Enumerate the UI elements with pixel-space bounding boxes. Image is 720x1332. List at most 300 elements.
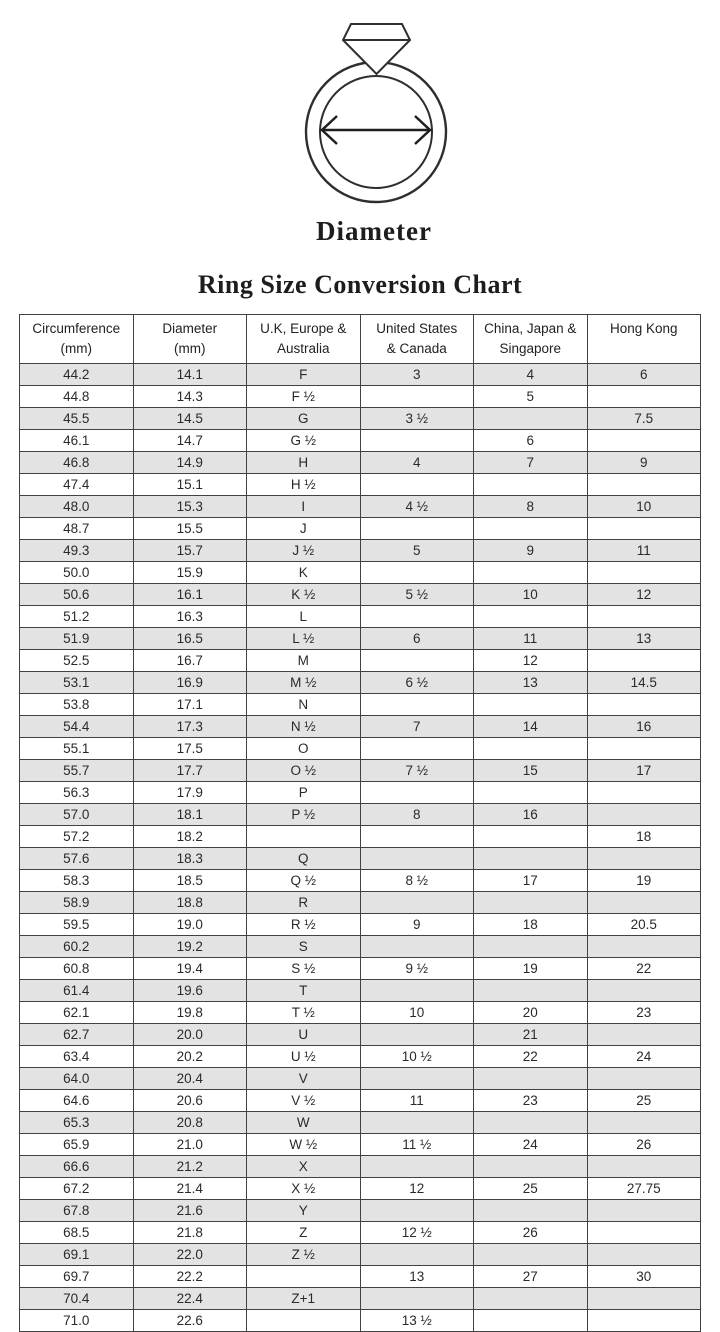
table-cell: 9 xyxy=(474,540,588,562)
table-row xyxy=(20,1310,701,1332)
table-cell: 69.7 xyxy=(20,1266,134,1288)
table-cell xyxy=(360,782,474,804)
table-row xyxy=(20,1134,701,1156)
table-cell: 67.8 xyxy=(20,1200,134,1222)
table-cell: 14.9 xyxy=(133,452,247,474)
table-cell xyxy=(587,1068,701,1090)
table-cell: R ½ xyxy=(247,914,361,936)
table-cell: 7 xyxy=(474,452,588,474)
table-cell: 12 xyxy=(474,650,588,672)
diameter-arrow-icon xyxy=(322,116,430,144)
ring-band-icon xyxy=(306,62,446,202)
table-cell xyxy=(474,1244,588,1266)
table-cell: 69.1 xyxy=(20,1244,134,1266)
table-row xyxy=(20,452,701,474)
table-cell: 22 xyxy=(587,958,701,980)
header-line: Singapore xyxy=(499,340,562,356)
table-cell: Z+1 xyxy=(247,1288,361,1310)
table-cell: T ½ xyxy=(247,1002,361,1024)
table-row xyxy=(20,870,701,892)
table-cell: Q xyxy=(247,848,361,870)
table-cell: Z xyxy=(247,1222,361,1244)
table-cell: 51.9 xyxy=(20,628,134,650)
table-cell: 59.5 xyxy=(20,914,134,936)
table-cell: 12 xyxy=(360,1178,474,1200)
table-cell: 16.5 xyxy=(133,628,247,650)
table-row xyxy=(20,782,701,804)
table-row xyxy=(20,980,701,1002)
table-cell: 62.1 xyxy=(20,1002,134,1024)
table-cell: L xyxy=(247,606,361,628)
table-cell: 50.0 xyxy=(20,562,134,584)
table-cell: 68.5 xyxy=(20,1222,134,1244)
table-cell: 12 ½ xyxy=(360,1222,474,1244)
table-cell: 11 ½ xyxy=(360,1134,474,1156)
table-cell: 17.9 xyxy=(133,782,247,804)
table-row xyxy=(20,562,701,584)
table-row xyxy=(20,496,701,518)
table-cell xyxy=(474,562,588,584)
table-cell: K xyxy=(247,562,361,584)
table-cell: 48.7 xyxy=(20,518,134,540)
table-cell xyxy=(587,892,701,914)
header-line: United States xyxy=(376,321,458,336)
header-us-canada xyxy=(360,315,474,364)
table-cell: 16.3 xyxy=(133,606,247,628)
table-cell: 27 xyxy=(474,1266,588,1288)
table-cell: 26 xyxy=(587,1134,701,1156)
table-cell xyxy=(587,518,701,540)
table-row xyxy=(20,914,701,936)
table-cell: 13 ½ xyxy=(360,1310,474,1332)
table-cell: 9 xyxy=(360,914,474,936)
ring-figure xyxy=(0,0,720,212)
table-cell: 20.5 xyxy=(587,914,701,936)
table-cell xyxy=(360,518,474,540)
table-cell xyxy=(360,1244,474,1266)
table-cell xyxy=(587,936,701,958)
table-cell: 20.2 xyxy=(133,1046,247,1068)
table-cell xyxy=(474,606,588,628)
table-cell: 17.5 xyxy=(133,738,247,760)
table-cell xyxy=(474,408,588,430)
table-cell: 10 xyxy=(474,584,588,606)
table-cell: O xyxy=(247,738,361,760)
table-row xyxy=(20,716,701,738)
table-cell: 18.2 xyxy=(133,826,247,848)
table-cell xyxy=(360,936,474,958)
table-cell: S ½ xyxy=(247,958,361,980)
table-cell: 22.0 xyxy=(133,1244,247,1266)
table-row xyxy=(20,606,701,628)
table-row xyxy=(20,1024,701,1046)
table-row xyxy=(20,1090,701,1112)
table-cell: 50.6 xyxy=(20,584,134,606)
table-cell: 16 xyxy=(474,804,588,826)
table-cell: U ½ xyxy=(247,1046,361,1068)
table-cell: P xyxy=(247,782,361,804)
table-cell: 58.3 xyxy=(20,870,134,892)
table-cell: 18 xyxy=(587,826,701,848)
table-cell: 64.6 xyxy=(20,1090,134,1112)
table-cell xyxy=(360,892,474,914)
table-cell: 22.4 xyxy=(133,1288,247,1310)
header-circumference xyxy=(20,315,134,364)
table-cell: X ½ xyxy=(247,1178,361,1200)
table-cell: 62.7 xyxy=(20,1024,134,1046)
table-cell xyxy=(360,1068,474,1090)
table-cell: J xyxy=(247,518,361,540)
table-row xyxy=(20,672,701,694)
table-cell: U xyxy=(247,1024,361,1046)
header-line: U.K, Europe & xyxy=(260,321,347,336)
table-cell: 44.2 xyxy=(20,364,134,386)
table-cell: 19 xyxy=(474,958,588,980)
table-cell: 14.5 xyxy=(133,408,247,430)
table-cell: 14.1 xyxy=(133,364,247,386)
table-cell: 10 ½ xyxy=(360,1046,474,1068)
table-cell: 21.0 xyxy=(133,1134,247,1156)
ring-size-table xyxy=(19,314,701,1332)
table-cell: F ½ xyxy=(247,386,361,408)
table-cell: 57.2 xyxy=(20,826,134,848)
table-cell: 56.3 xyxy=(20,782,134,804)
table-cell: 30 xyxy=(587,1266,701,1288)
table-cell: T xyxy=(247,980,361,1002)
table-cell: 21 xyxy=(474,1024,588,1046)
table-cell xyxy=(474,1200,588,1222)
table-cell: H ½ xyxy=(247,474,361,496)
table-cell: 19.4 xyxy=(133,958,247,980)
table-cell: 16 xyxy=(587,716,701,738)
table-cell xyxy=(360,848,474,870)
table-cell: 5 ½ xyxy=(360,584,474,606)
table-cell: 21.4 xyxy=(133,1178,247,1200)
header-line: Circumference xyxy=(32,321,121,336)
table-cell: 49.3 xyxy=(20,540,134,562)
table-cell: R xyxy=(247,892,361,914)
table-cell: 61.4 xyxy=(20,980,134,1002)
table-cell: F xyxy=(247,364,361,386)
table-cell xyxy=(360,650,474,672)
table-cell xyxy=(474,694,588,716)
table-cell: 6 xyxy=(587,364,701,386)
table-cell xyxy=(587,848,701,870)
table-cell: 13 xyxy=(474,672,588,694)
table-cell xyxy=(360,694,474,716)
table-row xyxy=(20,1178,701,1200)
table-cell: 18.3 xyxy=(133,848,247,870)
table-cell: 14.5 xyxy=(587,672,701,694)
table-cell: 18.1 xyxy=(133,804,247,826)
table-cell: 14 xyxy=(474,716,588,738)
table-cell: 19.2 xyxy=(133,936,247,958)
table-row xyxy=(20,694,701,716)
table-cell: 16.1 xyxy=(133,584,247,606)
table-row xyxy=(20,364,701,386)
table-cell: 17.3 xyxy=(133,716,247,738)
table-cell: 3 ½ xyxy=(360,408,474,430)
table-row xyxy=(20,584,701,606)
table-cell: 13 xyxy=(360,1266,474,1288)
header-hong-kong xyxy=(587,315,701,364)
table-cell xyxy=(587,1222,701,1244)
table-row xyxy=(20,474,701,496)
table-cell: 51.2 xyxy=(20,606,134,628)
header-line: Australia xyxy=(276,340,330,356)
table-row xyxy=(20,408,701,430)
table-cell: 25 xyxy=(474,1178,588,1200)
table-row xyxy=(20,650,701,672)
table-cell: 54.4 xyxy=(20,716,134,738)
table-cell: 11 xyxy=(587,540,701,562)
table-cell: 55.7 xyxy=(20,760,134,782)
table-cell: X xyxy=(247,1156,361,1178)
table-cell: 60.8 xyxy=(20,958,134,980)
table-cell xyxy=(474,936,588,958)
table-cell xyxy=(360,606,474,628)
table-cell: N ½ xyxy=(247,716,361,738)
table-cell: 65.3 xyxy=(20,1112,134,1134)
table-row xyxy=(20,430,701,452)
table-cell: 20 xyxy=(474,1002,588,1024)
table-cell: 19 xyxy=(587,870,701,892)
table-cell xyxy=(247,1310,361,1332)
table-cell: 47.4 xyxy=(20,474,134,496)
table-cell: J ½ xyxy=(247,540,361,562)
table-cell: Q ½ xyxy=(247,870,361,892)
table-cell xyxy=(587,1156,701,1178)
header-line: (mm) xyxy=(60,340,92,356)
table-cell: 15.7 xyxy=(133,540,247,562)
table-cell: I xyxy=(247,496,361,518)
table-cell: 20.0 xyxy=(133,1024,247,1046)
table-cell: 52.5 xyxy=(20,650,134,672)
table-cell xyxy=(587,474,701,496)
table-cell xyxy=(474,892,588,914)
table-cell: 23 xyxy=(587,1002,701,1024)
table-cell xyxy=(474,474,588,496)
table-row xyxy=(20,804,701,826)
table-cell xyxy=(360,1156,474,1178)
table-cell: W xyxy=(247,1112,361,1134)
table-row xyxy=(20,1266,701,1288)
table-cell xyxy=(587,694,701,716)
table-cell: 22.6 xyxy=(133,1310,247,1332)
table-cell: V xyxy=(247,1068,361,1090)
table-cell xyxy=(474,1310,588,1332)
table-cell: 10 xyxy=(360,1002,474,1024)
table-cell: 64.0 xyxy=(20,1068,134,1090)
table-cell: 53.1 xyxy=(20,672,134,694)
table-cell xyxy=(587,782,701,804)
table-cell: 5 xyxy=(474,386,588,408)
table-cell: P ½ xyxy=(247,804,361,826)
table-row xyxy=(20,826,701,848)
table-row xyxy=(20,1288,701,1310)
table-row xyxy=(20,518,701,540)
header-line: & Canada xyxy=(386,340,447,356)
table-cell: 46.8 xyxy=(20,452,134,474)
table-cell xyxy=(587,1288,701,1310)
table-cell: 14.7 xyxy=(133,430,247,452)
table-cell xyxy=(587,1244,701,1266)
table-cell: G xyxy=(247,408,361,430)
table-row xyxy=(20,1244,701,1266)
table-cell: 19.6 xyxy=(133,980,247,1002)
table-cell: 26 xyxy=(474,1222,588,1244)
table-cell: 19.8 xyxy=(133,1002,247,1024)
table-cell: 24 xyxy=(474,1134,588,1156)
table-cell: 18.8 xyxy=(133,892,247,914)
table-cell xyxy=(587,650,701,672)
table-cell: 19.0 xyxy=(133,914,247,936)
header-line: Diameter xyxy=(162,321,218,336)
table-cell xyxy=(360,738,474,760)
table-cell xyxy=(474,826,588,848)
table-cell: G ½ xyxy=(247,430,361,452)
table-cell: 27.75 xyxy=(587,1178,701,1200)
table-row xyxy=(20,738,701,760)
ring-diameter-illustration xyxy=(291,12,461,212)
table-row xyxy=(20,892,701,914)
table-cell: 14.3 xyxy=(133,386,247,408)
table-cell: M xyxy=(247,650,361,672)
table-cell xyxy=(360,1200,474,1222)
table-cell xyxy=(474,1068,588,1090)
table-cell xyxy=(587,1200,701,1222)
table-cell: 57.6 xyxy=(20,848,134,870)
table-cell: W ½ xyxy=(247,1134,361,1156)
table-cell: 6 xyxy=(360,628,474,650)
table-cell: 48.0 xyxy=(20,496,134,518)
table-cell: Z ½ xyxy=(247,1244,361,1266)
table-cell: 20.8 xyxy=(133,1112,247,1134)
table-cell: 46.1 xyxy=(20,430,134,452)
table-cell: 4 ½ xyxy=(360,496,474,518)
table-cell: 20.6 xyxy=(133,1090,247,1112)
table-cell: 7.5 xyxy=(587,408,701,430)
table-cell: V ½ xyxy=(247,1090,361,1112)
table-cell: 15 xyxy=(474,760,588,782)
table-cell xyxy=(587,1310,701,1332)
table-cell: 22 xyxy=(474,1046,588,1068)
table-cell: 17 xyxy=(474,870,588,892)
table-cell xyxy=(587,386,701,408)
table-cell: 57.0 xyxy=(20,804,134,826)
table-row xyxy=(20,936,701,958)
table-cell: 55.1 xyxy=(20,738,134,760)
page-title: Ring Size Conversion Chart xyxy=(197,270,523,299)
table-cell: 11 xyxy=(360,1090,474,1112)
table-header xyxy=(20,315,701,364)
table-row xyxy=(20,1156,701,1178)
table-cell: 16.9 xyxy=(133,672,247,694)
table-cell: 6 ½ xyxy=(360,672,474,694)
table-cell: O ½ xyxy=(247,760,361,782)
header-china-japan-singapore xyxy=(474,315,588,364)
table-cell: 70.4 xyxy=(20,1288,134,1310)
table-cell xyxy=(247,826,361,848)
table-cell xyxy=(360,474,474,496)
table-cell xyxy=(360,1112,474,1134)
table-cell xyxy=(474,1112,588,1134)
table-cell: 15.9 xyxy=(133,562,247,584)
table-cell xyxy=(587,1024,701,1046)
table-cell: H xyxy=(247,452,361,474)
table-cell: 44.8 xyxy=(20,386,134,408)
table-row xyxy=(20,1222,701,1244)
table-cell xyxy=(360,980,474,1002)
table-cell: 58.9 xyxy=(20,892,134,914)
table-cell xyxy=(587,804,701,826)
header-line: (mm) xyxy=(174,340,206,356)
table-cell xyxy=(587,980,701,1002)
table-cell xyxy=(474,518,588,540)
table-row xyxy=(20,1002,701,1024)
table-body xyxy=(20,364,701,1332)
header-line: Hong Kong xyxy=(609,321,678,336)
table-cell xyxy=(360,562,474,584)
table-cell: 21.8 xyxy=(133,1222,247,1244)
table-cell: 8 xyxy=(360,804,474,826)
table-cell xyxy=(587,606,701,628)
table-row xyxy=(20,386,701,408)
table-cell xyxy=(247,1266,361,1288)
table-cell: 17 xyxy=(587,760,701,782)
table-cell: 7 ½ xyxy=(360,760,474,782)
table-row xyxy=(20,1046,701,1068)
table-cell: 4 xyxy=(474,364,588,386)
table-row xyxy=(20,760,701,782)
table-cell: 71.0 xyxy=(20,1310,134,1332)
table-cell: 15.1 xyxy=(133,474,247,496)
table-row xyxy=(20,1200,701,1222)
table-cell: 23 xyxy=(474,1090,588,1112)
table-cell xyxy=(474,1156,588,1178)
table-cell: 24 xyxy=(587,1046,701,1068)
table-cell: 18.5 xyxy=(133,870,247,892)
diameter-label: Diameter xyxy=(316,216,432,246)
table-cell: 22.2 xyxy=(133,1266,247,1288)
table-cell: M ½ xyxy=(247,672,361,694)
table-cell xyxy=(360,826,474,848)
table-cell: 60.2 xyxy=(20,936,134,958)
table-row xyxy=(20,1068,701,1090)
table-row xyxy=(20,848,701,870)
table-header-row xyxy=(20,315,701,364)
table-cell: 5 xyxy=(360,540,474,562)
header-line: China, Japan & xyxy=(484,321,577,336)
table-cell xyxy=(360,386,474,408)
table-row xyxy=(20,958,701,980)
table-cell: 20.4 xyxy=(133,1068,247,1090)
table-cell: 12 xyxy=(587,584,701,606)
table-cell: 9 xyxy=(587,452,701,474)
table-cell xyxy=(474,848,588,870)
table-cell: 65.9 xyxy=(20,1134,134,1156)
table-cell: 67.2 xyxy=(20,1178,134,1200)
table-cell: 10 xyxy=(587,496,701,518)
table-cell xyxy=(474,980,588,1002)
table-cell: 17.1 xyxy=(133,694,247,716)
table-cell: 45.5 xyxy=(20,408,134,430)
table-cell: 18 xyxy=(474,914,588,936)
table-cell: 63.4 xyxy=(20,1046,134,1068)
table-cell: 25 xyxy=(587,1090,701,1112)
table-cell: 8 ½ xyxy=(360,870,474,892)
table-cell: 9 ½ xyxy=(360,958,474,980)
